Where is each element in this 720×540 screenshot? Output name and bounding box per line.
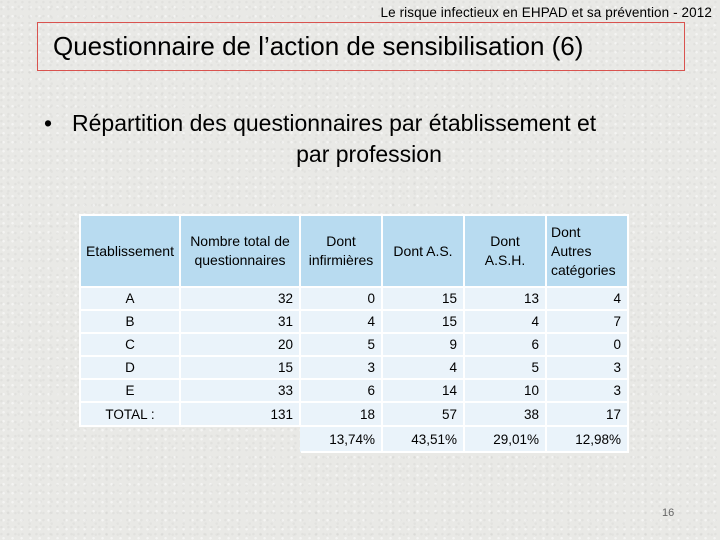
total-cell: 57 [382, 402, 464, 426]
table-cell: 13 [464, 287, 546, 310]
empty-cell [180, 426, 300, 452]
table-cell: 6 [464, 333, 546, 356]
empty-cell [80, 426, 180, 452]
header-cell-ash: Dont A.S.H. [464, 215, 546, 287]
bullet-point [44, 108, 694, 170]
table-cell: 3 [546, 379, 628, 402]
table-cell: 15 [382, 310, 464, 333]
presentation-subtitle: Le risque infectieux en EHPAD et sa prévention - 2012 [380, 5, 712, 20]
table-cell: 14 [382, 379, 464, 402]
row-label: D [80, 356, 180, 379]
table-cell: 3 [300, 356, 382, 379]
row-label: C [80, 333, 180, 356]
header-cell-establishment: Etablissement [80, 215, 180, 287]
total-cell: 18 [300, 402, 382, 426]
table-cell: 7 [546, 310, 628, 333]
header-cell-other-categories: Dont Autres catégories [546, 215, 628, 287]
row-label: B [80, 310, 180, 333]
total-cell: 131 [180, 402, 300, 426]
table-cell: 6 [300, 379, 382, 402]
bullet-text-line-1: Répartition des questionnaires par établissement et [72, 110, 597, 136]
table-cell: 4 [546, 287, 628, 310]
slide-title: Questionnaire de l’action de sensibilisation (6) [53, 31, 584, 61]
table-cell: 5 [464, 356, 546, 379]
bullet-symbol: • [44, 110, 53, 136]
header-cell-as: Dont A.S. [382, 215, 464, 287]
table-cell: 4 [300, 310, 382, 333]
bullet-text-line-2: par profession [296, 141, 442, 167]
total-cell: 38 [464, 402, 546, 426]
page-number: 16 [662, 507, 675, 519]
table-cell: 0 [300, 287, 382, 310]
percentage-cell: 43,51% [382, 426, 464, 452]
header-cell-total-questionnaires: Nombre total de questionnaires [180, 215, 300, 287]
row-label: E [80, 379, 180, 402]
table-cell: 4 [382, 356, 464, 379]
questionnaire-distribution-table [79, 214, 629, 453]
table-row [80, 379, 628, 402]
table-cell: 9 [382, 333, 464, 356]
total-label: TOTAL : [80, 402, 180, 426]
table-row [80, 287, 628, 310]
percentage-cell: 29,01% [464, 426, 546, 452]
row-label: A [80, 287, 180, 310]
table-cell: 32 [180, 287, 300, 310]
table-cell: 4 [464, 310, 546, 333]
table-cell: 10 [464, 379, 546, 402]
table-cell: 20 [180, 333, 300, 356]
table-cell: 33 [180, 379, 300, 402]
table-row [80, 333, 628, 356]
total-cell: 17 [546, 402, 628, 426]
table-row [80, 310, 628, 333]
table-cell: 3 [546, 356, 628, 379]
header-cell-nurses: Dont infirmières [300, 215, 382, 287]
table-cell: 15 [382, 287, 464, 310]
table-header-row [80, 215, 628, 287]
table-total-row [80, 402, 628, 426]
percentage-cell: 13,74% [300, 426, 382, 452]
table-cell: 31 [180, 310, 300, 333]
table-cell: 0 [546, 333, 628, 356]
slide-title-box [37, 22, 685, 71]
table-percentage-row [80, 426, 628, 452]
table-cell: 15 [180, 356, 300, 379]
table-cell: 5 [300, 333, 382, 356]
table-row [80, 356, 628, 379]
percentage-cell: 12,98% [546, 426, 628, 452]
